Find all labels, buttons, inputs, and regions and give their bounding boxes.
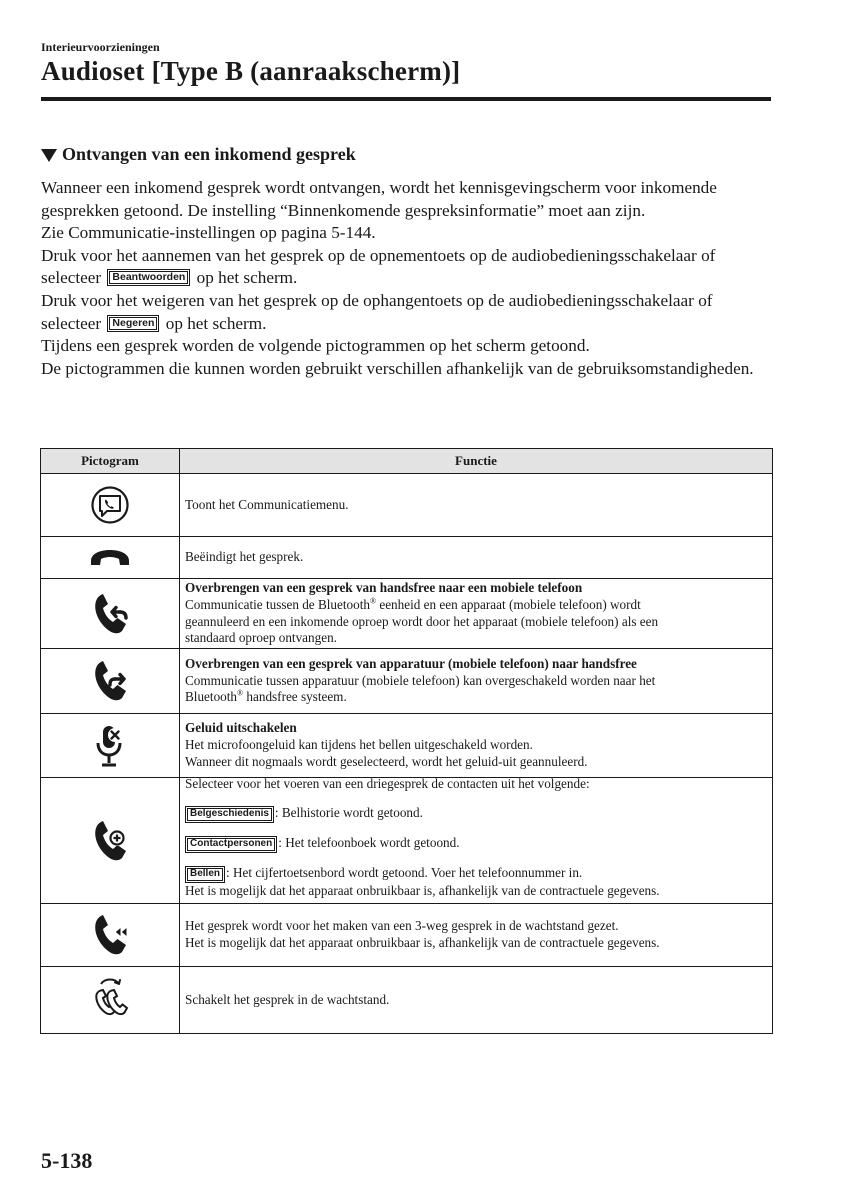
table-row	[41, 714, 773, 778]
merge-calls-icon	[89, 912, 131, 958]
paragraph: Wanneer een inkomend gesprek wordt ontvangen, wordt het kennisgevingscherm voor inkomende gesprekken getoond. De instelling “Binnenkomende gespreksinformatie” moet aan zijn.	[41, 178, 717, 220]
row-title: Geluid uitschakelen	[185, 720, 297, 736]
intro-text	[41, 177, 776, 380]
registered-mark: ®	[237, 689, 244, 698]
section-label: Interieurvoorzieningen	[41, 40, 160, 54]
paragraph: De pictogrammen die kunnen worden gebruikt verschillen afhankelijk van de gebruiksomstandigheden.	[41, 358, 754, 378]
table-row	[41, 649, 773, 714]
table-row	[41, 967, 773, 1034]
table-row	[41, 537, 773, 579]
icon-cell	[41, 649, 180, 714]
icon-cell	[41, 537, 180, 579]
row-text: geannuleerd en een inkomende oproep wordt door het apparaat (mobiele telefoon) als een	[185, 613, 659, 629]
paragraph-text: op het scherm.	[196, 268, 298, 288]
icon-cell	[41, 579, 180, 649]
paragraph	[41, 245, 776, 290]
row-text: Het is mogelijk dat het apparaat onbruikbaar is, afhankelijk van de contractuele gegevens.	[185, 882, 660, 898]
section-heading-text: Ontvangen van een inkomend gesprek	[62, 144, 356, 164]
table-header-row	[41, 449, 773, 474]
triangle-bullet-icon	[41, 149, 57, 162]
row-text	[185, 597, 767, 614]
function-cell: Toont het Communicatiemenu.	[180, 474, 773, 537]
communication-menu-icon	[90, 485, 130, 525]
decline-button-label: Negeren	[107, 315, 159, 332]
registered-mark: ®	[369, 596, 377, 606]
paragraph: Tijdens een gesprek worden de volgende pictogrammen op het scherm getoond.	[41, 336, 590, 356]
function-cell	[180, 775, 773, 904]
add-call-icon	[89, 818, 131, 864]
row-text: Het is mogelijk dat het apparaat onbruikbaar is, afhankelijk van de contractuele gegevens.	[185, 935, 660, 950]
paragraph-text: Druk voor het aannemen van het gesprek op de opnementoets op de audiobedieningsschakelaar of selecteer	[41, 245, 716, 288]
option-text: : Het telefoonboek wordt getoond.	[278, 834, 460, 850]
function-cell	[180, 649, 773, 714]
title-divider	[41, 97, 771, 101]
table-row	[41, 474, 773, 537]
row-text	[185, 689, 767, 706]
dial-button-label: Bellen	[185, 866, 225, 883]
hang-up-icon	[87, 547, 133, 569]
option-line	[185, 805, 767, 823]
transfer-to-handsfree-icon	[89, 658, 131, 704]
row-text: Het gesprek wordt voor het maken van een 3-weg gesprek in de wachtstand gezet.	[185, 918, 619, 934]
paragraph-text: Druk voor het weigeren van het gesprek op de ophangentoets op de audiobedieningsschakelaar of selecteer	[41, 290, 713, 333]
option-line	[185, 865, 767, 883]
paragraph	[41, 290, 776, 335]
row-text: Communicatie tussen apparatuur (mobiele telefoon) kan overgeschakeld worden naar het	[185, 672, 656, 688]
table-row	[41, 904, 773, 967]
icon-cell	[41, 967, 180, 1034]
function-cell	[180, 579, 773, 649]
mute-microphone-icon	[93, 723, 127, 769]
transfer-to-phone-icon	[89, 591, 131, 637]
column-header-function: Functie	[180, 449, 773, 474]
page-title: Audioset [Type B (aanraakscherm)]	[41, 56, 461, 86]
row-text: Wanneer dit nogmaals wordt geselecteerd, wordt het geluid-uit geannuleerd.	[185, 753, 588, 769]
row-text: Het microfoongeluid kan tijdens het bellen uitgeschakeld worden.	[185, 737, 533, 753]
call-history-button-label: Belgeschiedenis	[185, 806, 274, 823]
icon-table	[40, 448, 772, 1034]
table-row	[41, 778, 773, 904]
icon-cell	[41, 904, 180, 967]
answer-button-label: Beantwoorden	[107, 269, 190, 286]
column-header-pictogram: Pictogram	[41, 449, 180, 474]
row-text: Selecteer voor het voeren van een driegesprek de contacten uit het volgende:	[185, 775, 590, 791]
hold-call-icon	[90, 975, 130, 1025]
table-row	[41, 579, 773, 649]
option-line	[185, 835, 767, 853]
option-text: : Belhistorie wordt getoond.	[274, 804, 423, 820]
function-cell: Beëindigt het gesprek.	[180, 537, 773, 579]
row-title: Overbrengen van een gesprek van apparatuur (mobiele telefoon) naar handsfree	[185, 655, 637, 671]
option-text: : Het cijfertoetsenbord wordt getoond. Voer het telefoonnummer in.	[226, 864, 583, 880]
row-text-part: handsfree systeem.	[243, 689, 347, 705]
function-cell: Schakelt het gesprek in de wachtstand.	[180, 967, 773, 1034]
row-title: Overbrengen van een gesprek van handsfree naar een mobiele telefoon	[185, 579, 583, 595]
paragraph: Zie Communicatie-instellingen op pagina 5-144.	[41, 223, 376, 243]
icon-cell	[41, 474, 180, 537]
icon-cell	[41, 714, 180, 778]
contacts-button-label: Contactpersonen	[185, 836, 277, 853]
page-number: 5-138	[41, 1148, 93, 1173]
row-text-part: eenheid en een apparaat (mobiele telefoon) wordt	[376, 596, 641, 612]
function-cell	[180, 714, 773, 778]
row-text-part: Bluetooth	[185, 689, 238, 705]
row-text-part: Communicatie tussen de Bluetooth	[185, 596, 370, 612]
paragraph-text: op het scherm.	[165, 313, 267, 333]
function-cell	[180, 904, 773, 967]
row-text: standaard oproep ontvangen.	[185, 630, 337, 646]
section-heading	[41, 144, 356, 165]
icon-cell	[41, 778, 180, 904]
